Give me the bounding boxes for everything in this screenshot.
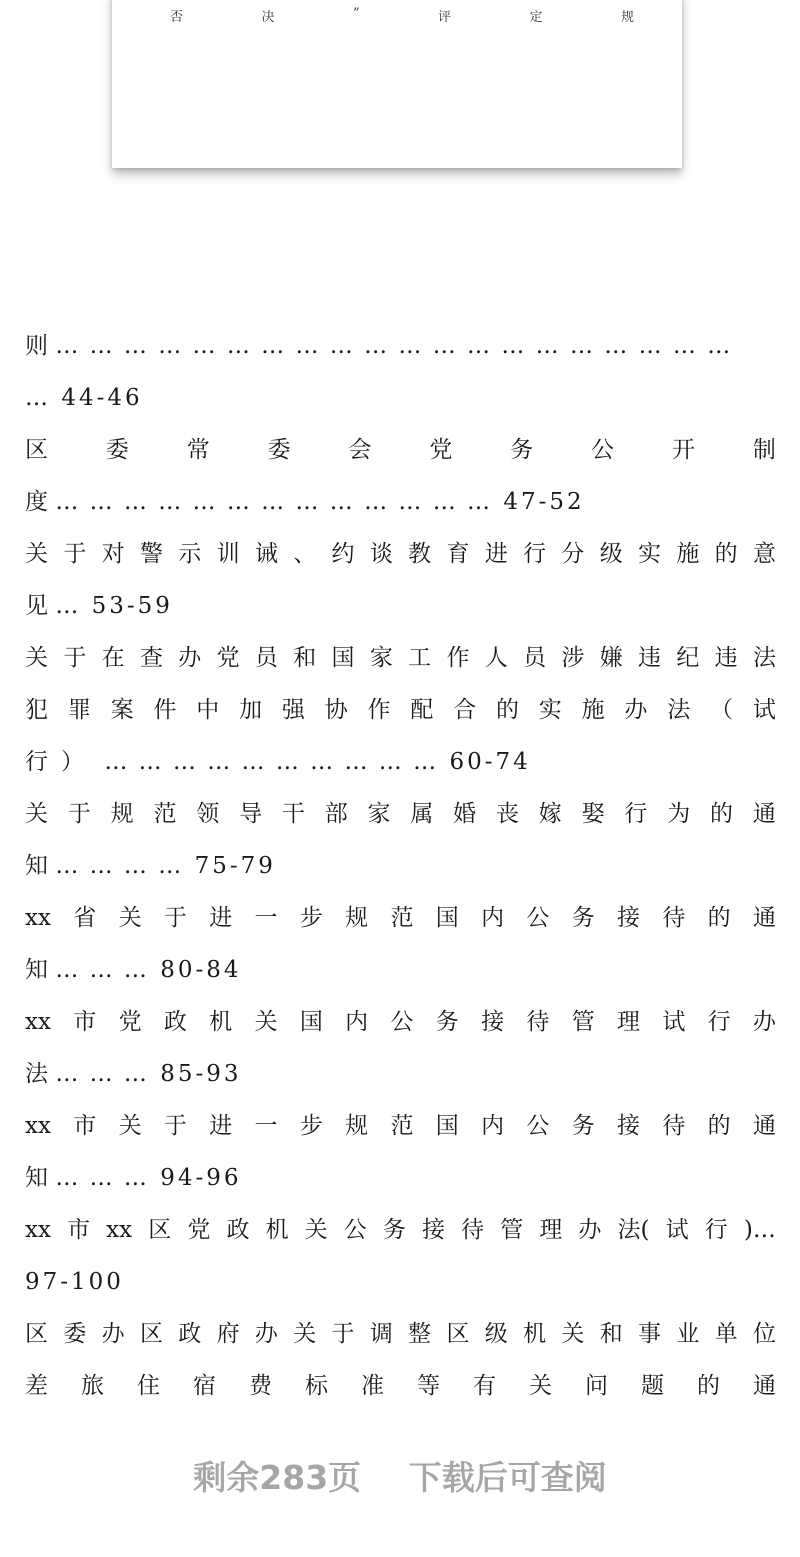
toc-char: 和: [293, 645, 317, 671]
toc-char: 办: [178, 645, 202, 671]
toc-text: 知: [25, 957, 48, 983]
toc-char: 作: [367, 697, 391, 723]
toc-char: 待: [662, 1113, 686, 1139]
toc-char: 业: [676, 1321, 700, 1347]
toc-char: )…: [743, 1217, 776, 1243]
toc-char: 施: [676, 541, 700, 567]
toc-char: 管: [571, 1009, 595, 1035]
toc-char: 委: [267, 437, 291, 463]
toc-char: 政: [163, 1009, 187, 1035]
preview-char: ”: [352, 6, 360, 21]
toc-char: 接: [617, 1113, 641, 1139]
toc-char: 协: [324, 697, 348, 723]
toc-char: 规: [345, 1113, 369, 1139]
toc-char: 中: [196, 697, 220, 723]
toc-char: 家: [367, 801, 391, 827]
toc-page-range: 97-100: [25, 1269, 124, 1295]
toc-char: 通: [752, 905, 776, 931]
toc-char: 开: [672, 437, 695, 463]
toc-leader-dots: … … … … … … … … … … … … … … … … … … … …: [55, 333, 733, 359]
toc-char: 内: [481, 1113, 505, 1139]
toc-page-range: 94-96: [160, 1165, 242, 1191]
toc-char: 警: [139, 541, 163, 567]
toc-leader-dots: … … … … … … … … … …: [104, 749, 439, 775]
toc-char: 员: [523, 645, 547, 671]
toc-char: 位: [752, 1321, 776, 1347]
toc-char: 关: [118, 1113, 142, 1139]
toc-line: [25, 1100, 776, 1152]
toc-char: 规: [345, 905, 369, 931]
toc-char: 试: [752, 697, 776, 723]
toc-char: 行: [704, 1217, 728, 1243]
toc-char: 机: [209, 1009, 233, 1035]
toc-page-range: 47-52: [503, 489, 585, 515]
toc-char: 领: [196, 801, 220, 827]
toc-char: 关: [25, 541, 48, 567]
toc-char: 的: [495, 697, 519, 723]
toc-char: 管: [500, 1217, 524, 1243]
toc-char: 区: [446, 1321, 470, 1347]
toc-char: 和: [599, 1321, 623, 1347]
toc-char: 犯: [25, 697, 48, 723]
toc-char: 干: [281, 801, 305, 827]
toc-page-range: 60-74: [449, 749, 531, 775]
toc-char: 、: [293, 541, 317, 567]
toc-char: 理: [617, 1009, 641, 1035]
toc-line: [25, 996, 776, 1048]
toc-char: 教: [408, 541, 432, 567]
toc-char: 标: [305, 1373, 328, 1399]
preview-char: 决: [261, 10, 275, 25]
toc-char: 施: [581, 697, 605, 723]
toc-char: 关: [304, 1217, 328, 1243]
toc-char: 机: [523, 1321, 547, 1347]
toc-char: 公: [591, 437, 615, 463]
toc-char: 党: [187, 1217, 211, 1243]
toc-char: 进: [484, 541, 508, 567]
toc-char: 市: [67, 1217, 91, 1243]
toc-char: 机: [265, 1217, 289, 1243]
toc-line: [25, 1204, 776, 1256]
toc-page-range: 75-79: [194, 853, 276, 879]
toc-char: 关: [118, 905, 142, 931]
toc-char: 办: [624, 697, 648, 723]
toc-char: 差: [25, 1373, 48, 1399]
toc-char: 有: [473, 1373, 496, 1399]
toc-text: 知: [25, 853, 48, 879]
toc-char: 法(: [617, 1217, 650, 1243]
toc-line: [25, 944, 776, 996]
toc-char: 通: [753, 1373, 776, 1399]
toc-char: 于: [63, 645, 87, 671]
download-prompt[interactable]: [0, 1452, 800, 1499]
toc-char: 级: [599, 541, 623, 567]
toc-leader-dots: … … … …: [55, 853, 184, 879]
toc-leader-dots: … … …: [55, 1061, 149, 1087]
toc-char: xx: [25, 905, 51, 931]
toc-line: [25, 1360, 776, 1412]
toc-line: [25, 424, 776, 476]
toc-leader-dots: …: [55, 593, 81, 619]
toc-char: 区: [148, 1217, 172, 1243]
toc-char: 党: [118, 1009, 142, 1035]
toc-char: 府: [216, 1321, 240, 1347]
toc-char: 婚: [453, 801, 477, 827]
toc-char: 制: [752, 437, 776, 463]
toc-line: [25, 632, 776, 684]
toc-char: 接: [481, 1009, 505, 1035]
toc-char: 员: [254, 645, 278, 671]
toc-char: 国: [299, 1009, 323, 1035]
toc-char: 法: [752, 645, 776, 671]
toc-char: 国: [331, 645, 355, 671]
preview-char: 评: [438, 10, 452, 25]
toc-char: 加: [239, 697, 263, 723]
toc-text: 知: [25, 1165, 48, 1191]
toc-page-range: 85-93: [160, 1061, 242, 1087]
toc-char: 于: [63, 541, 87, 567]
toc-char: 接: [422, 1217, 445, 1243]
toc-text: 度: [25, 489, 48, 515]
toc-char: 住: [137, 1373, 160, 1399]
toc-char: 步: [299, 905, 323, 931]
toc-char: 于: [163, 905, 187, 931]
toc-line: [25, 840, 776, 892]
toc-char: 试: [665, 1217, 689, 1243]
toc-char: 训: [216, 541, 240, 567]
toc-char: 关: [529, 1373, 552, 1399]
toc-leader-dots: … … … … … … … … … … … … …: [55, 489, 493, 515]
toc-char: 诫: [254, 541, 278, 567]
toc-char: 国: [435, 1113, 459, 1139]
toc-char: 嫁: [538, 801, 562, 827]
toc-line: [25, 372, 776, 424]
toc-char: 分: [561, 541, 585, 567]
toc-leader-dots: … … …: [55, 957, 149, 983]
toc-line: [25, 476, 776, 528]
toc-char: 政: [226, 1217, 250, 1243]
table-of-contents: [25, 320, 776, 1412]
toc-char: 于: [163, 1113, 187, 1139]
toc-char: 法: [667, 697, 691, 723]
toc-char: 案: [110, 697, 134, 723]
toc-char: 的: [707, 1113, 731, 1139]
toc-char: 关: [25, 645, 48, 671]
toc-page-range: 80-84: [160, 957, 242, 983]
toc-char: 涉: [561, 645, 585, 671]
toc-char: 关: [293, 1321, 317, 1347]
toc-line: [25, 580, 776, 632]
toc-char: 育: [446, 541, 470, 567]
toc-char: 行: [624, 801, 648, 827]
toc-char: 省: [73, 905, 97, 931]
toc-char: 的: [710, 801, 733, 827]
toc-char: 嫌: [599, 645, 623, 671]
toc-char: 示: [178, 541, 202, 567]
toc-char: 接: [617, 905, 641, 931]
toc-char: 步: [299, 1113, 323, 1139]
toc-char: 违: [638, 645, 661, 671]
toc-char: 部: [324, 801, 348, 827]
toc-line: [25, 1256, 776, 1308]
toc-char: 关: [25, 801, 48, 827]
toc-char: 丧: [495, 801, 519, 827]
toc-line: [25, 892, 776, 944]
toc-char: 区: [139, 1321, 163, 1347]
toc-char: 对: [101, 541, 125, 567]
toc-char: 公: [526, 905, 550, 931]
toc-char: 市: [73, 1113, 97, 1139]
toc-char: 务: [571, 1113, 595, 1139]
toc-char: 于: [67, 801, 91, 827]
toc-char: 办: [752, 1009, 776, 1035]
toc-char: 调: [369, 1321, 393, 1347]
toc-char: 问: [585, 1373, 608, 1399]
toc-line: [25, 320, 776, 372]
toc-char: 党: [429, 437, 453, 463]
toc-char: 公: [526, 1113, 550, 1139]
toc-char: 家: [369, 645, 393, 671]
toc-char: 务: [571, 905, 595, 931]
toc-char: 务: [435, 1009, 459, 1035]
toc-char: 理: [539, 1217, 563, 1243]
toc-char: 会: [348, 437, 372, 463]
toc-char: 费: [249, 1373, 272, 1399]
toc-char: 委: [105, 437, 129, 463]
toc-char: 于: [331, 1321, 355, 1347]
toc-char: 查: [139, 645, 163, 671]
toc-char: 人: [484, 645, 508, 671]
toc-char: 意: [752, 541, 776, 567]
toc-char: 区: [25, 1321, 48, 1347]
toc-char: 一: [254, 1113, 278, 1139]
toc-char: 区: [25, 437, 48, 463]
toc-char: 一: [254, 905, 278, 931]
toc-char: 国: [435, 905, 459, 931]
toc-char: xx: [25, 1113, 51, 1139]
toc-char: 在: [101, 645, 125, 671]
toc-text: 见: [25, 593, 48, 619]
toc-leader-dots: … … …: [55, 1165, 149, 1191]
toc-char: xx: [25, 1217, 51, 1243]
toc-char: 委: [63, 1321, 87, 1347]
toc-page-range: 53-59: [91, 593, 173, 619]
toc-char: 作: [446, 645, 470, 671]
toc-char: 办: [578, 1217, 602, 1243]
toc-char: 单: [714, 1321, 738, 1347]
toc-char: 属: [410, 801, 434, 827]
page-preview-text: [170, 6, 634, 25]
toc-char: xx: [25, 1009, 51, 1035]
toc-line: [25, 736, 776, 788]
toc-char: 通: [752, 1113, 776, 1139]
toc-char: 的: [707, 905, 731, 931]
toc-char: xx: [106, 1217, 133, 1243]
toc-text: 法: [25, 1061, 48, 1087]
toc-char: 工: [408, 645, 432, 671]
toc-char: 违: [714, 645, 738, 671]
toc-text: 行）: [25, 749, 97, 775]
toc-char: 通: [752, 801, 776, 827]
toc-char: 市: [73, 1009, 97, 1035]
toc-char: 进: [209, 905, 233, 931]
toc-char: 待: [461, 1217, 485, 1243]
toc-line: [25, 1308, 776, 1360]
toc-char: 关: [561, 1321, 585, 1347]
toc-char: 准: [361, 1373, 384, 1399]
toc-char: 旅: [81, 1373, 104, 1399]
toc-line: [25, 684, 776, 736]
toc-char: 范: [390, 1113, 414, 1139]
toc-char: 实: [638, 541, 661, 567]
download-hint-text: 下载后可查阅: [408, 1458, 607, 1497]
document-page-preview: [112, 0, 682, 168]
preview-char: 定: [529, 10, 543, 25]
toc-char: 常: [186, 437, 210, 463]
toc-line: [25, 1048, 776, 1100]
toc-char: 行: [523, 541, 547, 567]
toc-leader-dots: …: [25, 385, 50, 411]
toc-char: 配: [410, 697, 434, 723]
toc-char: 约: [331, 541, 355, 567]
toc-char: 内: [481, 905, 505, 931]
toc-line: [25, 1152, 776, 1204]
remaining-pages-text: 剩余283页: [193, 1458, 362, 1497]
preview-char: 规: [620, 10, 634, 25]
toc-char: 合: [453, 697, 477, 723]
toc-char: 办: [101, 1321, 125, 1347]
toc-char: 内: [345, 1009, 369, 1035]
toc-char: 谈: [369, 541, 393, 567]
toc-char: 整: [408, 1321, 432, 1347]
toc-char: 题: [641, 1373, 664, 1399]
toc-char: 宿: [193, 1373, 216, 1399]
toc-text: 则: [25, 333, 48, 359]
toc-char: 待: [526, 1009, 550, 1035]
toc-char: 范: [390, 905, 414, 931]
toc-char: 纪: [676, 645, 700, 671]
toc-char: 级: [484, 1321, 508, 1347]
toc-char: 罪: [67, 697, 91, 723]
toc-char: 务: [510, 437, 534, 463]
toc-char: 规: [110, 801, 134, 827]
toc-char: 公: [390, 1009, 414, 1035]
toc-char: 公: [343, 1217, 367, 1243]
toc-char: 关: [254, 1009, 278, 1035]
toc-char: 党: [216, 645, 240, 671]
preview-char: 否: [170, 10, 184, 25]
toc-char: 进: [209, 1113, 233, 1139]
toc-line: [25, 788, 776, 840]
toc-char: 务: [382, 1217, 406, 1243]
toc-char: 实: [538, 697, 562, 723]
toc-char: 行: [707, 1009, 731, 1035]
toc-char: 政: [178, 1321, 202, 1347]
toc-char: 试: [662, 1009, 686, 1035]
toc-line: [25, 528, 776, 580]
toc-char: 件: [153, 697, 177, 723]
toc-page-range: 44-46: [61, 385, 143, 411]
toc-char: 事: [638, 1321, 661, 1347]
toc-char: 的: [697, 1373, 720, 1399]
toc-char: 的: [714, 541, 738, 567]
toc-char: 为: [667, 801, 691, 827]
toc-char: （: [710, 697, 733, 723]
toc-char: 娶: [581, 801, 605, 827]
toc-char: 导: [239, 801, 263, 827]
toc-char: 办: [254, 1321, 278, 1347]
toc-char: 强: [281, 697, 305, 723]
toc-char: 待: [662, 905, 686, 931]
toc-char: 等: [417, 1373, 440, 1399]
toc-char: 范: [153, 801, 177, 827]
